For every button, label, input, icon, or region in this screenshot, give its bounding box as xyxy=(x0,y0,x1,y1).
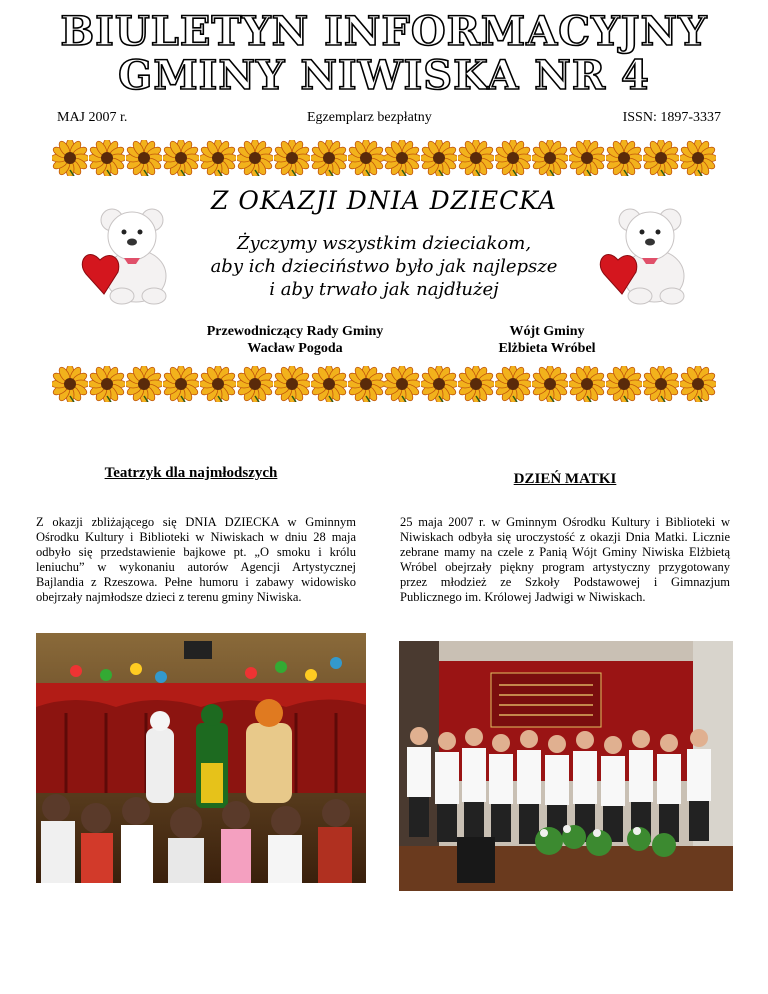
signer-council-chairman xyxy=(180,323,410,357)
article-body-mothers-day: 25 maja 2007 r. w Gminnym Ośrodku Kultury i Biblioteki w Niwiskach odbyła się uroczystość z okazji Dnia Matki. Licznie zebrane mamy na czele z Panią Wójt Gminy Niwiska Elżbietą Wróbel obejrzały piękny program artystyczny przygotowany przez młodzież ze Szkoły Podstawowej i Gimnazjum Publicznego im. Królowej Jadwigi w Niwiskach. xyxy=(400,515,730,604)
flower-border-bottom xyxy=(52,366,716,406)
sunflower-icon xyxy=(384,140,420,180)
mothers-day-choir-photo xyxy=(399,641,733,891)
sunflower-icon xyxy=(52,366,88,406)
article-heading-mothers-day: DZIEŃ MATKI xyxy=(513,471,617,487)
signer-name: Elżbieta Wróbel xyxy=(498,341,596,356)
issue-date: MAJ 2007 r. xyxy=(57,110,128,125)
wish-line: Życzymy wszystkim dzieciakom, xyxy=(236,233,532,254)
sunflower-icon xyxy=(680,366,716,406)
sunflower-icon xyxy=(569,366,605,406)
sunflower-icon xyxy=(163,140,199,180)
free-copy-note: Egzemplarz bezpłatny xyxy=(307,110,432,125)
wish-line: aby ich dzieciństwo było jak najlepsze xyxy=(210,256,558,277)
sunflower-icon xyxy=(532,366,568,406)
masthead-title-line1: BIULETYN INFORMACYJNY xyxy=(60,8,708,55)
signer-role: Przewodniczący Rady Gminy xyxy=(206,324,384,339)
sunflower-icon xyxy=(311,140,347,180)
article-heading-theatre: Teatrzyk dla najmłodszych xyxy=(104,465,278,481)
signer-mayor xyxy=(432,323,662,357)
issn-number: ISSN: 1897-3337 xyxy=(622,110,721,125)
sunflower-icon xyxy=(52,140,88,180)
greeting-wish xyxy=(0,232,768,301)
sunflower-icon xyxy=(458,140,494,180)
sunflower-icon xyxy=(274,366,310,406)
sunflower-icon xyxy=(274,140,310,180)
sunflower-icon xyxy=(569,140,605,180)
sunflower-icon xyxy=(200,140,236,180)
issue-info-row xyxy=(57,110,721,128)
wish-line: i aby trwało jak najdłużej xyxy=(269,279,499,300)
sunflower-icon xyxy=(126,140,162,180)
sunflower-icon xyxy=(237,366,273,406)
signer-role: Wójt Gminy xyxy=(509,324,585,339)
children-theatre-photo xyxy=(36,633,366,883)
masthead-title-line2: GMINY NIWISKA NR 4 xyxy=(118,52,650,99)
sunflower-icon xyxy=(606,366,642,406)
sunflower-icon xyxy=(458,366,494,406)
article-body-theatre: Z okazji zbliżającego się DNIA DZIECKA w Gminnym Ośrodku Kultury i Biblioteki w Niwiskach w dniu 28 maja odbyło się przedstawienie bajkowe pt. „O smoku i królu leniuchu” w wykonaniu autorów Agencji Artystycznej Bajlandia z Rzeszowa. Pełne humoru i zabawy widowisko obejrzały najmłodsze dzieci z terenu gminy Niwiska. xyxy=(36,515,356,604)
sunflower-icon xyxy=(126,366,162,406)
sunflower-icon xyxy=(643,366,679,406)
sunflower-icon xyxy=(89,366,125,406)
sunflower-icon xyxy=(495,366,531,406)
sunflower-icon xyxy=(237,140,273,180)
sunflower-icon xyxy=(421,366,457,406)
signer-name: Wacław Pogoda xyxy=(247,341,343,356)
sunflower-icon xyxy=(680,140,716,180)
sunflower-icon xyxy=(643,140,679,180)
sunflower-icon xyxy=(495,140,531,180)
sunflower-icon xyxy=(384,366,420,406)
sunflower-icon xyxy=(348,140,384,180)
sunflower-icon xyxy=(421,140,457,180)
sunflower-icon xyxy=(200,366,236,406)
sunflower-icon xyxy=(163,366,199,406)
sunflower-icon xyxy=(89,140,125,180)
childrens-day-title: Z OKAZJI DNIA DZIECKA xyxy=(211,186,557,215)
sunflower-icon xyxy=(311,366,347,406)
sunflower-icon xyxy=(606,140,642,180)
sunflower-icon xyxy=(532,140,568,180)
masthead xyxy=(0,8,768,99)
sunflower-icon xyxy=(348,366,384,406)
flower-border-top xyxy=(52,140,716,180)
